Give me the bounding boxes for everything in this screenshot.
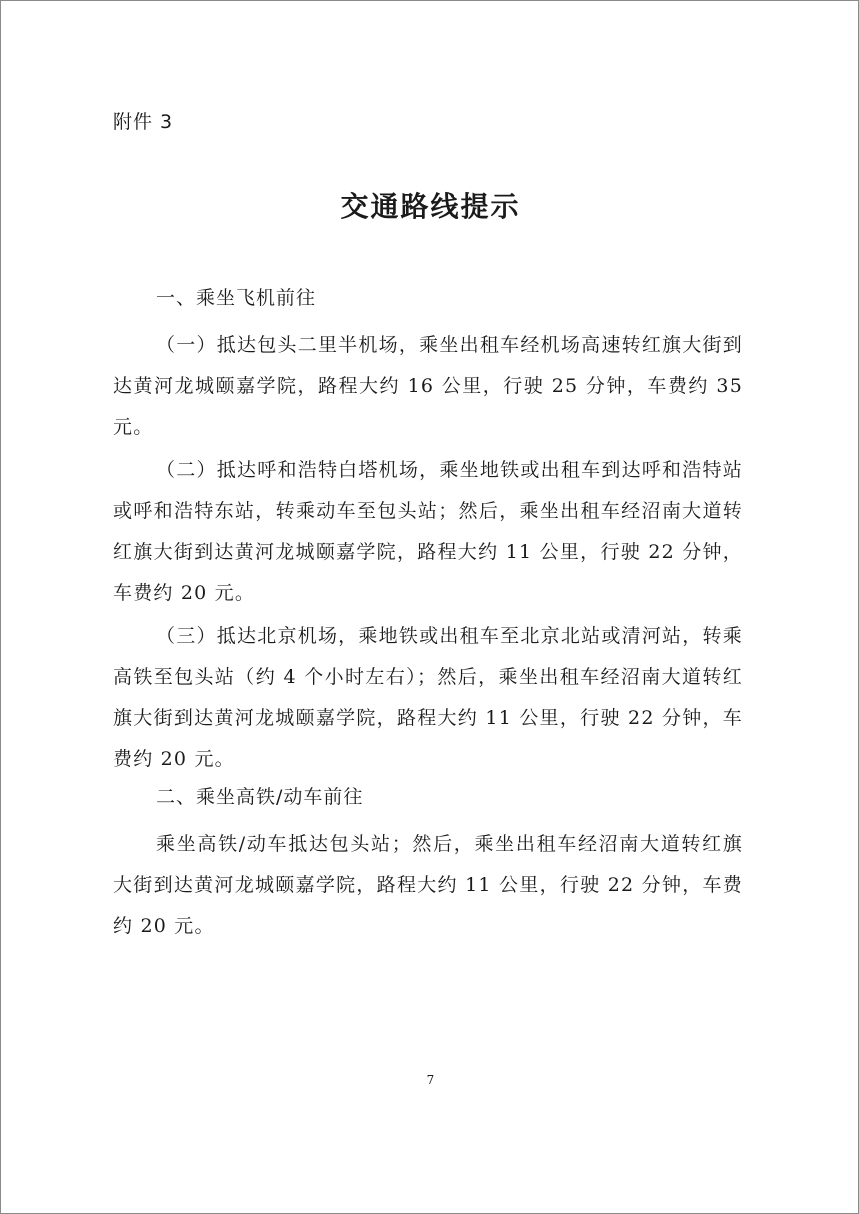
page-title: 交通路线提示: [340, 190, 521, 223]
document-body: [113, 283, 743, 949]
paragraph-hohhot-airport: （二）抵达呼和浩特白塔机场，乘坐地铁或出租车到达呼和浩特站或呼和浩特东站，转乘动车至包头站；然后，乘坐出租车经沼南大道转红旗大街到达黄河龙城颐嘉学院，路程大约 11 公里，行驶 22 分钟，车费约 20 元。: [113, 459, 743, 604]
section-heading-flight: 一、乘坐飞机前往: [156, 287, 317, 309]
section-heading-train: 二、乘坐高铁/动车前往: [156, 786, 364, 808]
page-number: 7: [426, 1073, 435, 1087]
paragraph-beijing-airport: （三）抵达北京机场，乘地铁或出租车至北京北站或清河站，转乘高铁至包头站（约 4 个小时左右）；然后，乘坐出租车经沼南大道转红旗大街到达黄河龙城颐嘉学院，路程大约 11 公里，行驶 22 分钟，车费约 20 元。: [113, 625, 743, 770]
paragraph-baotou-airport: （一）抵达包头二里半机场，乘坐出租车经机场高速转红旗大街到达黄河龙城颐嘉学院，路程大约 16 公里，行驶 25 分钟，车费约 35 元。: [113, 334, 743, 438]
attachment-label: 附件 3: [113, 111, 174, 133]
paragraph-train: 乘坐高铁/动车抵达包头站；然后，乘坐出租车经沼南大道转红旗大街到达黄河龙城颐嘉学院，路程大约 11 公里，行驶 22 分钟，车费约 20 元。: [113, 833, 743, 937]
